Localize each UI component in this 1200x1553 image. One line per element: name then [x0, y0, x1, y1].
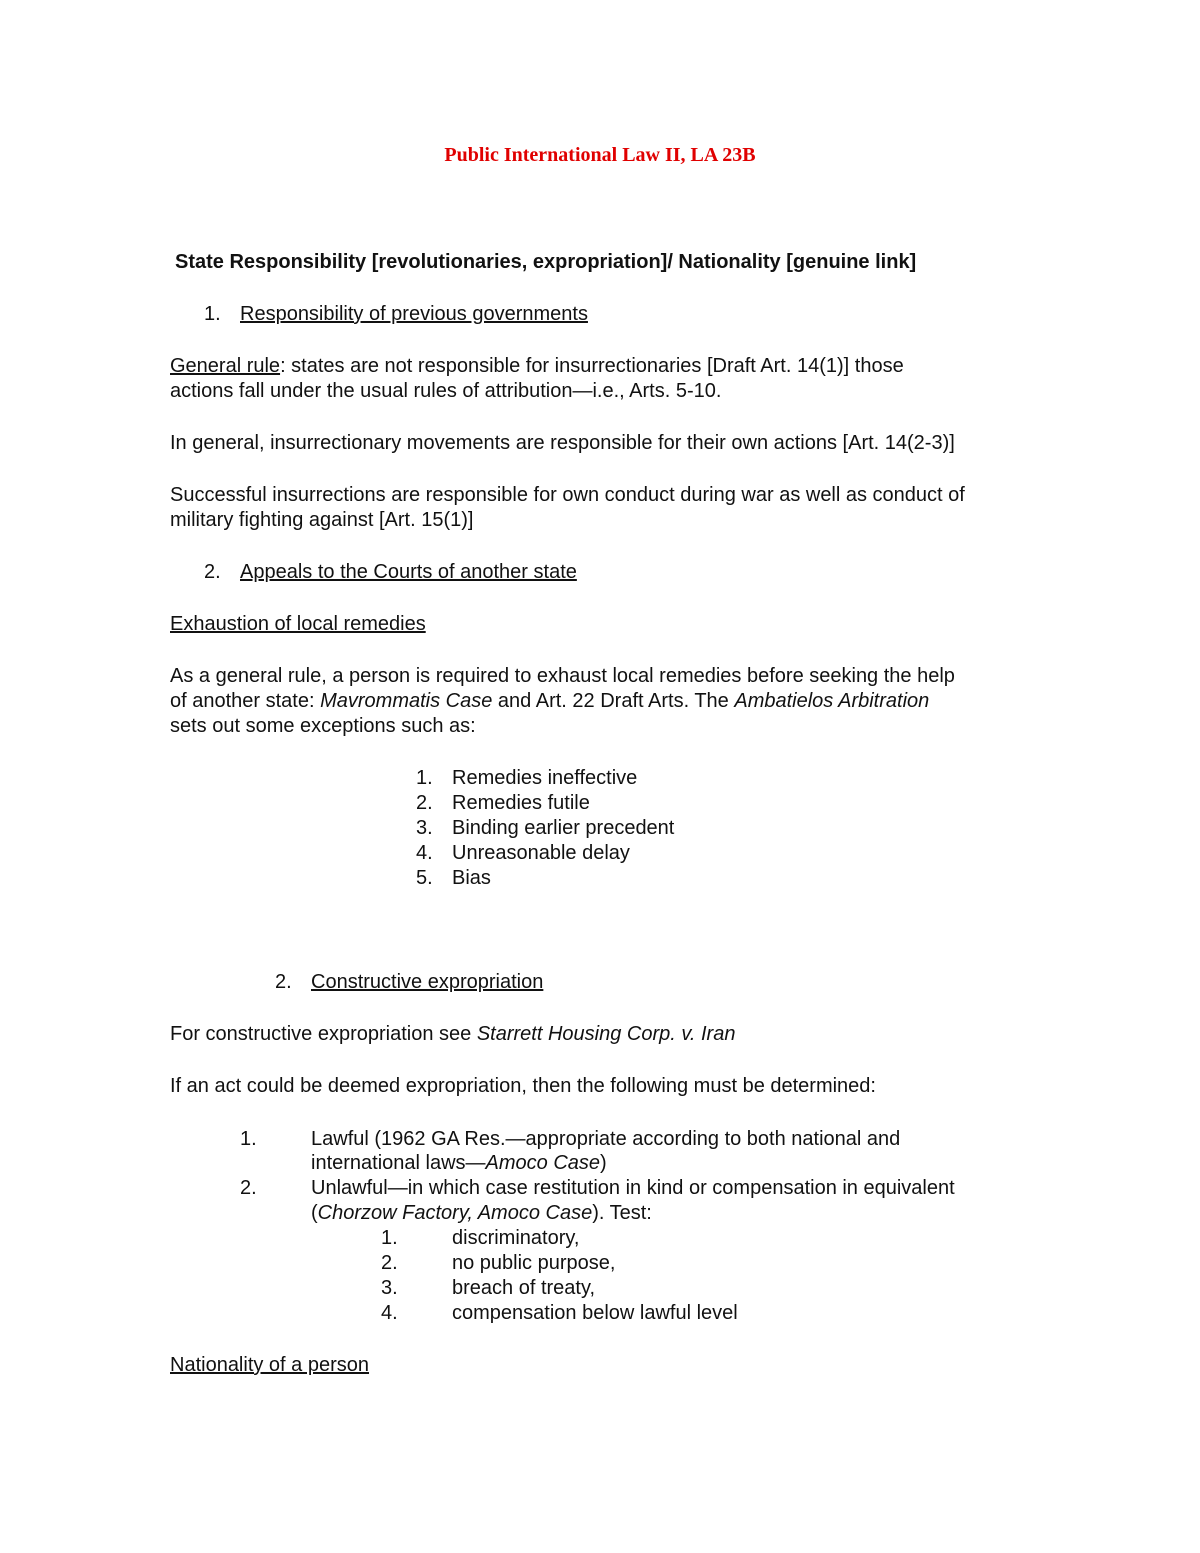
text-run: ). Test:	[592, 1202, 652, 1224]
paragraph-successful-line2: military fighting against [Art. 15(1)]	[170, 509, 474, 531]
section-1-title: Responsibility of previous governments	[240, 303, 588, 325]
section-3-title: Constructive expropriation	[311, 971, 544, 993]
document-title: Public International Law II, LA 23B	[444, 144, 756, 166]
paragraph-general-rule-line2: actions fall under the usual rules of attribution—i.e., Arts. 5-10.	[170, 380, 722, 402]
paragraph-exhaustion-line1: As a general rule, a person is required to exhaust local remedies before seeking the help	[170, 665, 955, 687]
case-name-amoco: Amoco Case	[485, 1152, 601, 1174]
list-item-number: 4.	[416, 842, 433, 864]
section-2-number: 2.	[204, 561, 221, 583]
text-run: For constructive expropriation see	[170, 1023, 477, 1045]
text-run: of another state:	[170, 690, 321, 712]
list-item-lawful-line1: Lawful (1962 GA Res.—appropriate according to both national and	[311, 1128, 901, 1150]
list-item-number: 3.	[381, 1277, 398, 1299]
section-3-number: 2.	[275, 971, 292, 993]
paragraph-successful-line1: Successful insurrections are responsible for own conduct during war as well as conduct of	[170, 484, 965, 506]
paragraph-exhaustion-line2	[170, 689, 929, 713]
paragraph-insurrectionary: In general, insurrectionary movements are responsible for their own actions [Art. 14(2-3)]	[170, 432, 955, 454]
paragraph-general-rule-line1	[170, 354, 904, 378]
list-item-unlawful-line1: Unlawful—in which case restitution in kind or compensation in equivalent	[311, 1177, 955, 1199]
list-item-number: 3.	[416, 817, 433, 839]
case-name-mavrommatis: Mavrommatis Case	[320, 690, 493, 712]
case-name-chorzow-amoco: Chorzow Factory, Amoco Case	[317, 1202, 593, 1224]
general-rule-text: : states are not responsible for insurrectionaries [Draft Art. 14(1)] those	[280, 355, 904, 377]
text-run: )	[600, 1152, 607, 1174]
section-1-number: 1.	[204, 303, 221, 325]
list-item: breach of treaty,	[452, 1277, 596, 1299]
list-item-unlawful-line2	[311, 1201, 652, 1225]
list-item: Bias	[452, 867, 491, 889]
section-2-title: Appeals to the Courts of another state	[240, 561, 577, 583]
paragraph-exhaustion-line3: sets out some exceptions such as:	[170, 715, 476, 737]
list-item: compensation below lawful level	[452, 1302, 738, 1324]
case-name-starrett: Starrett Housing Corp. v. Iran	[476, 1023, 736, 1045]
list-item-number: 2.	[416, 792, 433, 814]
list-item-number: 1.	[240, 1128, 257, 1150]
general-rule-label: General rule	[170, 355, 281, 377]
list-item: Binding earlier precedent	[452, 817, 675, 839]
list-item: discriminatory,	[452, 1227, 580, 1249]
text-run: and Art. 22 Draft Arts. The	[492, 690, 735, 712]
list-item: Remedies ineffective	[452, 767, 638, 789]
paragraph-determined: If an act could be deemed expropriation, then the following must be determined:	[170, 1075, 876, 1097]
section-heading: State Responsibility [revolutionaries, expropriation]/ Nationality [genuine link]	[175, 251, 917, 273]
text-run: international laws—	[311, 1152, 486, 1174]
text-run: (	[311, 1202, 318, 1224]
list-item-number: 1.	[381, 1227, 398, 1249]
list-item-lawful-line2	[311, 1151, 607, 1175]
list-item-number: 5.	[416, 867, 433, 889]
list-item: no public purpose,	[452, 1252, 616, 1274]
subheading-exhaustion: Exhaustion of local remedies	[170, 613, 426, 635]
list-item-number: 2.	[240, 1177, 257, 1199]
case-name-ambatielos: Ambatielos Arbitration	[734, 690, 930, 712]
list-item-number: 1.	[416, 767, 433, 789]
list-item-number: 4.	[381, 1302, 398, 1324]
list-item: Unreasonable delay	[452, 842, 630, 864]
list-item: Remedies futile	[452, 792, 590, 814]
paragraph-constructive	[170, 1022, 735, 1046]
list-item-number: 2.	[381, 1252, 398, 1274]
subheading-nationality: Nationality of a person	[170, 1354, 370, 1376]
